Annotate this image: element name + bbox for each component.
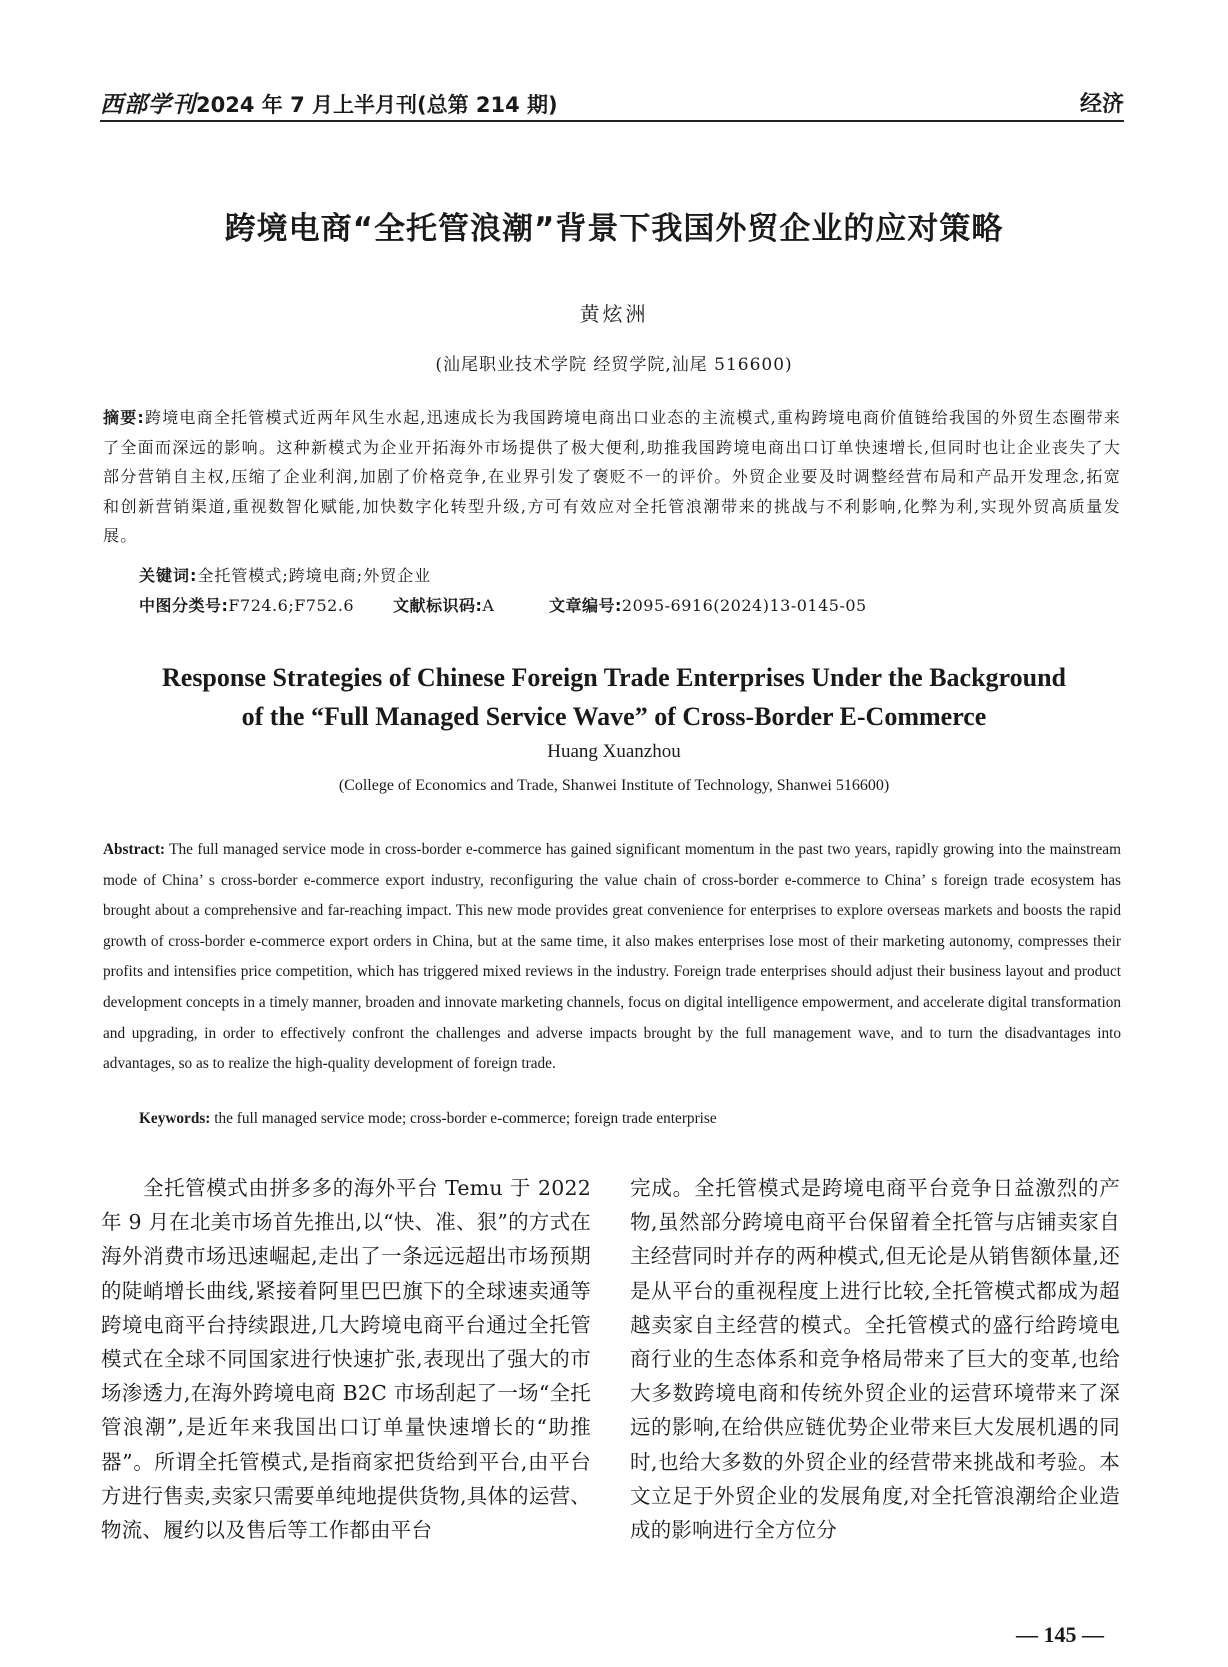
chinese-abstract bbox=[103, 403, 1121, 551]
english-keywords-label: Keywords: bbox=[139, 1110, 211, 1127]
journal-issue: 2024 年 7 月上半月刊(总第 214 期) bbox=[196, 92, 558, 117]
doc-code-label: 文献标识码: bbox=[393, 596, 483, 615]
english-title bbox=[100, 658, 1128, 736]
chinese-author: 黄炫洲 bbox=[579, 302, 649, 326]
chinese-keywords-label: 关键词: bbox=[139, 566, 198, 585]
section-name: 经济 bbox=[1079, 91, 1124, 117]
english-keywords bbox=[139, 1106, 1119, 1132]
english-abstract bbox=[103, 835, 1121, 1080]
english-abstract-text: The full managed service mode in cross-border e-commerce has gained significant momentum in the past two years, rapidly growing into the mainstream mode of China’ s cross-border e-commerce export industry, reconfiguring the value chain of cross-border e-commerce to China’ s foreign trade ecosystem has brought about a comprehensive and far-reaching impact. This new mode provides great convenience for enterprises to explore overseas markets and boosts the rapid growth of cross-border e-commerce export orders in China, but at the same time, it also makes enterprises lose most of their marketing autonomy, compresses their profits and intensifies price competition, which has triggered mixed reviews in the industry. Foreign trade enterprises should adjust their business layout and product development concepts in a timely manner, broaden and innovate marketing channels, focus on digital intelligence empowerment, and accelerate digital transformation and upgrading, in order to effectively confront the challenges and adverse impacts brought by the full management wave, and to turn the disadvantages into advantages, so as to realize the high-quality development of foreign trade. bbox=[103, 841, 1121, 1073]
clc-label: 中图分类号: bbox=[139, 596, 229, 615]
chinese-keywords bbox=[139, 563, 1119, 589]
chinese-abstract-text: 跨境电商全托管模式近两年风生水起,迅速成长为我国跨境电商出口业态的主流模式,重构跨境电商价值链给我国的外贸生态圈带来了全面而深远的影响。这种新模式为企业开拓海外市场提供了极大便利,助推我国跨境电商出口订单快速增长,但同时也让企业丧失了大部分营销自主权,压缩了企业利润,加剧了价格竞争,在业界引发了褒贬不一的评价。外贸企业要及时调整经营布局和产品开发理念,拓宽和创新营销渠道,重视数智化赋能,加快数字化转型升级,方可有效应对全托管浪潮带来的挑战与不利影响,化弊为利,实现外贸高质量发展。 bbox=[103, 408, 1122, 545]
doc-code-field bbox=[393, 593, 494, 619]
chinese-abstract-label: 摘要: bbox=[103, 408, 146, 427]
classification-line bbox=[139, 593, 1119, 619]
english-author: Huang Xuanzhou bbox=[547, 741, 681, 762]
journal-line bbox=[100, 86, 558, 119]
english-keywords-text: the full managed service mode; cross-border e-commerce; foreign trade enterprise bbox=[214, 1110, 717, 1127]
doc-code-value: A bbox=[482, 596, 495, 615]
english-title-line-2: of the “Full Managed Service Wave” of Cross-Border E-Commerce bbox=[241, 702, 987, 731]
chinese-affiliation: (汕尾职业技术学院 经贸学院,汕尾 516600) bbox=[435, 355, 793, 375]
clc-value: F724.6;F752.6 bbox=[228, 596, 355, 615]
article-no-value: 2095-6916(2024)13-0145-05 bbox=[621, 596, 867, 615]
chinese-title: 跨境电商“全托管浪潮”背景下我国外贸企业的应对策略 bbox=[224, 211, 1004, 247]
english-title-line-1: Response Strategies of Chinese Foreign Trade Enterprises Under the Background bbox=[162, 663, 1066, 692]
body-column-right: 完成。全托管模式是跨境电商平台竞争日益激烈的产物,虽然部分跨境电商平台保留着全托管与店铺卖家自主经营同时并存的两种模式,但无论是从销售额体量,还是从平台的重视程度上进行比较,全托管模式都成为超越卖家自主经营的模式。全托管模式的盛行给跨境电商行业的生态体系和竞争格局带来了巨大的变革,也给大多数跨境电商和传统外贸企业的运营环境带来了深远的影响,在给供应链优势企业带来巨大发展机遇的同时,也给大多数的外贸企业的经营带来挑战和考验。本文立足于外贸企业的发展角度,对全托管浪潮给企业造成的影响进行全方位分 bbox=[630, 1176, 1120, 1543]
page-number: — 145 — bbox=[1016, 1622, 1104, 1647]
journal-name: 西部学刊 bbox=[100, 90, 196, 118]
english-abstract-label: Abstract: bbox=[103, 841, 166, 858]
clc-field bbox=[139, 593, 354, 619]
article-no-label: 文章编号: bbox=[549, 596, 622, 615]
article-no-field bbox=[549, 593, 867, 619]
chinese-keywords-text: 全托管模式;跨境电商;外贸企业 bbox=[197, 566, 432, 585]
running-header bbox=[100, 84, 1124, 122]
body-column-left: 全托管模式由拼多多的海外平台 Temu 于 2022 年 9 月在北美市场首先推出,以“快、准、狠”的方式在海外消费市场迅速崛起,走出了一条远远超出市场预期的陡峭增长曲线,紧接着阿里巴巴旗下的全球速卖通等跨境电商平台持续跟进,几大跨境电商平台通过全托管模式在全球不同国家进行快速扩张,表现出了强大的市场渗透力,在海外跨境电商 B2C 市场刮起了一场“全托管浪潮”,是近年来我国出口订单量快速增长的“助推器”。所谓全托管模式,是指商家把货给到平台,由平台方进行售卖,卖家只需要单纯地提供货物,具体的运营、物流、履约以及售后等工作都由平台 bbox=[101, 1176, 591, 1543]
english-affiliation: (College of Economics and Trade, Shanwei Institute of Technology, Shanwei 516600) bbox=[338, 777, 890, 794]
